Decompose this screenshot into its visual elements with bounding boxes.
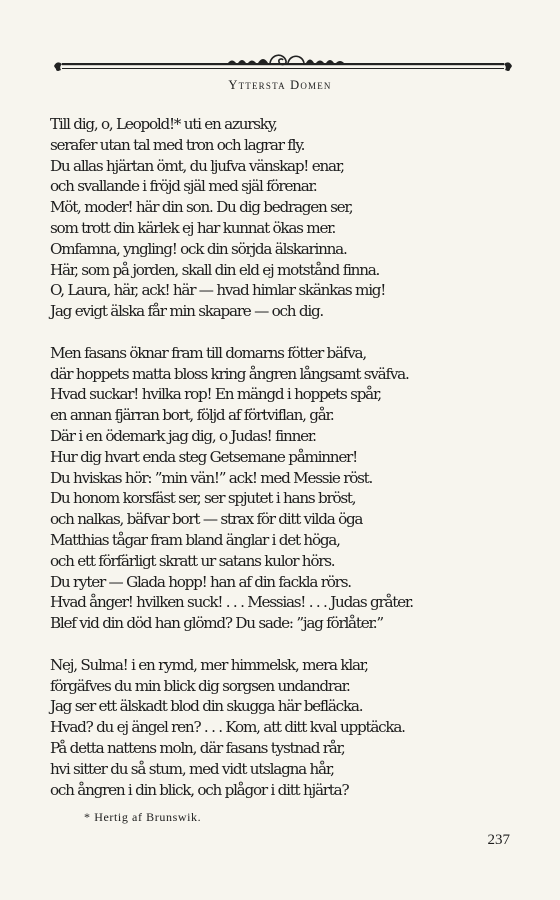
poem-line: Till dig, o, Leopold!* uti en azursky, — [50, 115, 277, 133]
poem-line: Hvad? du ej ängel ren? . . . Kom, att ditt kval upptäcka. — [50, 718, 405, 737]
poem-line: Du honom korsfäst ser, ser spjutet i hans bröst, — [50, 489, 356, 508]
poem-stanza — [50, 343, 530, 634]
poem-line: På detta nattens moln, där fasans tystnad rår, — [50, 738, 345, 757]
poem-line: Hvad ånger! hvilken suck! . . . Messias! . . . Judas gråter. — [50, 593, 413, 612]
footnote: * Hertig af Brunswik. — [84, 810, 202, 824]
poem-line: där hoppets matta bloss kring ångren långsamt sväfva. — [50, 364, 409, 383]
poem-line: hvi sitter du så stum, med vidt utslagna hår, — [50, 759, 334, 778]
poem-line: och nalkas, bäfvar bort — strax för ditt vilda öga — [50, 510, 363, 529]
poem-line: Hvad suckar! hvilka rop! En mängd i hoppets spår, — [50, 385, 381, 404]
poem-line: förgäfves du min blick dig sorgsen undandrar. — [50, 676, 350, 695]
poem-line: som trott din kärlek ej har kunnat ökas mer. — [50, 218, 336, 237]
poem-line: Men fasans öknar fram till domarns fötter bäfva, — [50, 343, 366, 362]
poem-line: och ångren i din blick, och plågor i ditt hjärta? — [50, 780, 349, 799]
poem-line: Jag ser ett älskadt blod din skugga här befläcka. — [50, 697, 363, 716]
poem-line: O, Laura, här, ack! här — hvad himlar skänkas mig! — [50, 281, 386, 300]
poem-stanza — [50, 655, 530, 801]
poem-stanza — [50, 114, 530, 322]
poem-line: Matthias tågar fram bland änglar i det höga, — [50, 530, 340, 549]
poem-line: serafer utan tal med tron och lagrar fly. — [50, 135, 305, 154]
poem-line: Nej, Sulma! i en rymd, mer himmelsk, mera klar, — [50, 655, 368, 674]
poem-line: och ett förfärligt skratt ur satans kulor hörs. — [50, 551, 335, 570]
poem-line: Omfamna, yngling! ock din sörjda älskarinna. — [50, 239, 347, 258]
poem-line: Du hviskas hör: ”min vän!” ack! med Messie röst. — [50, 468, 373, 487]
poem-line: Jag evigt älska får min skapare — och dig. — [50, 302, 324, 321]
poem-line: Blef vid din död han glömd? Du sade: ”jag förlåter.” — [50, 614, 383, 633]
poem-line: och svallande i fröjd själ med själ förenar. — [50, 177, 317, 196]
running-head-title: Yttersta Domen — [228, 78, 332, 92]
page-number: 237 — [487, 832, 510, 848]
poem-line: Möt, moder! här din son. Du dig bedragen ser, — [50, 198, 353, 217]
poem-body — [50, 114, 530, 800]
poem-line: Där i en ödemark jag dig, o Judas! finner. — [50, 426, 316, 445]
poem-line: Du ryter — Glada hopp! han af din fackla rörs. — [50, 572, 351, 591]
poem-line: Hur dig hvart enda steg Getsemane påminner! — [50, 447, 357, 466]
poem-line: Här, som på jorden, skall din eld ej motstånd finna. — [50, 260, 380, 279]
poem-line: Du allas hjärtan ömt, du ljufva vänskap! enar, — [50, 156, 344, 175]
poem-line: en annan fjärran bort, följd af förtviflan, går. — [50, 406, 334, 425]
